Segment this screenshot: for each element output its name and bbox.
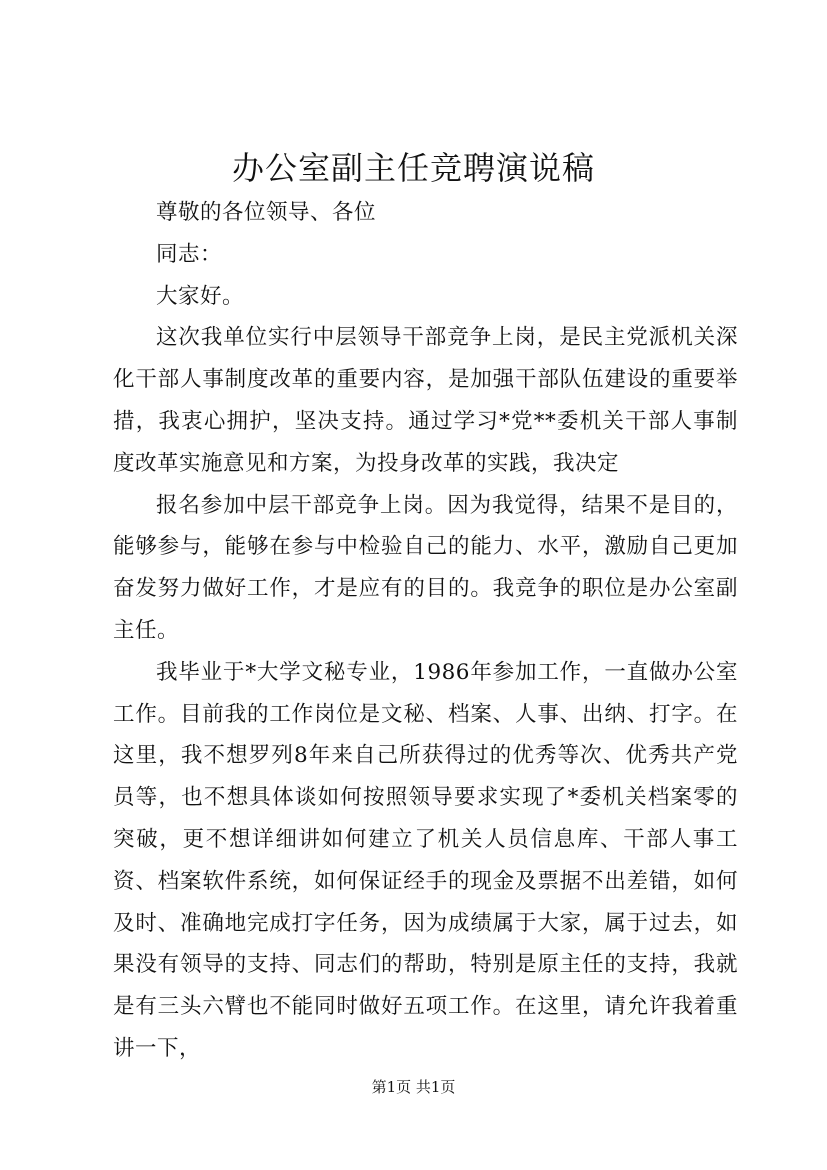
page-footer: 第1页 共1页: [371, 1078, 456, 1096]
paragraph-2: 报名参加中层干部竞争上岗。因为我觉得，结果不是目的，能够参与，能够在参与中检验自己的能力、水平，激励自己更加奋发努力做好工作，才是应有的目的。我竞争的职位是办公室副主任。: [113, 492, 738, 643]
paragraph-3: 我毕业于*大学文秘专业，1986年参加工作，一直做办公室工作。目前我的工作岗位是文秘、档案、人事、出纳、打字。在这里，我不想罗列8年来自己所获得过的优秀等次、优秀共产党员等，也不想具体谈如何按照领导要求实现了*委机关档案零的突破，更不想详细讲如何建立了机关人员信息库、干部人事工资、档案软件系统，如何保证经手的现金及票据不出差错，如何及时、准确地完成打字任务，因为成绩属于大家，属于过去，如果没有领导的支持、同志们的帮助，特别是原主任的支持，我就是有三头六臂也不能同时做好五项工作。在这里，请允许我着重讲一下，: [113, 659, 738, 1061]
paragraph-1: 这次我单位实行中层领导干部竞争上岗，是民主党派机关深化干部人事制度改革的重要内容，是加强干部队伍建设的重要举措，我衷心拥护，坚决支持。通过学习*党**委机关干部人事制度改革实施意见和方案，为投身改革的实践，我决定: [113, 325, 738, 476]
paragraph-salutation-cont: 同志：: [156, 241, 223, 267]
paragraph-greeting: 大家好。: [156, 283, 245, 309]
document-title: 办公室副主任竞聘演说稿: [231, 149, 595, 187]
paragraph-salutation: 尊敬的各位领导、各位: [156, 200, 377, 225]
document-body: [113, 192, 738, 1070]
